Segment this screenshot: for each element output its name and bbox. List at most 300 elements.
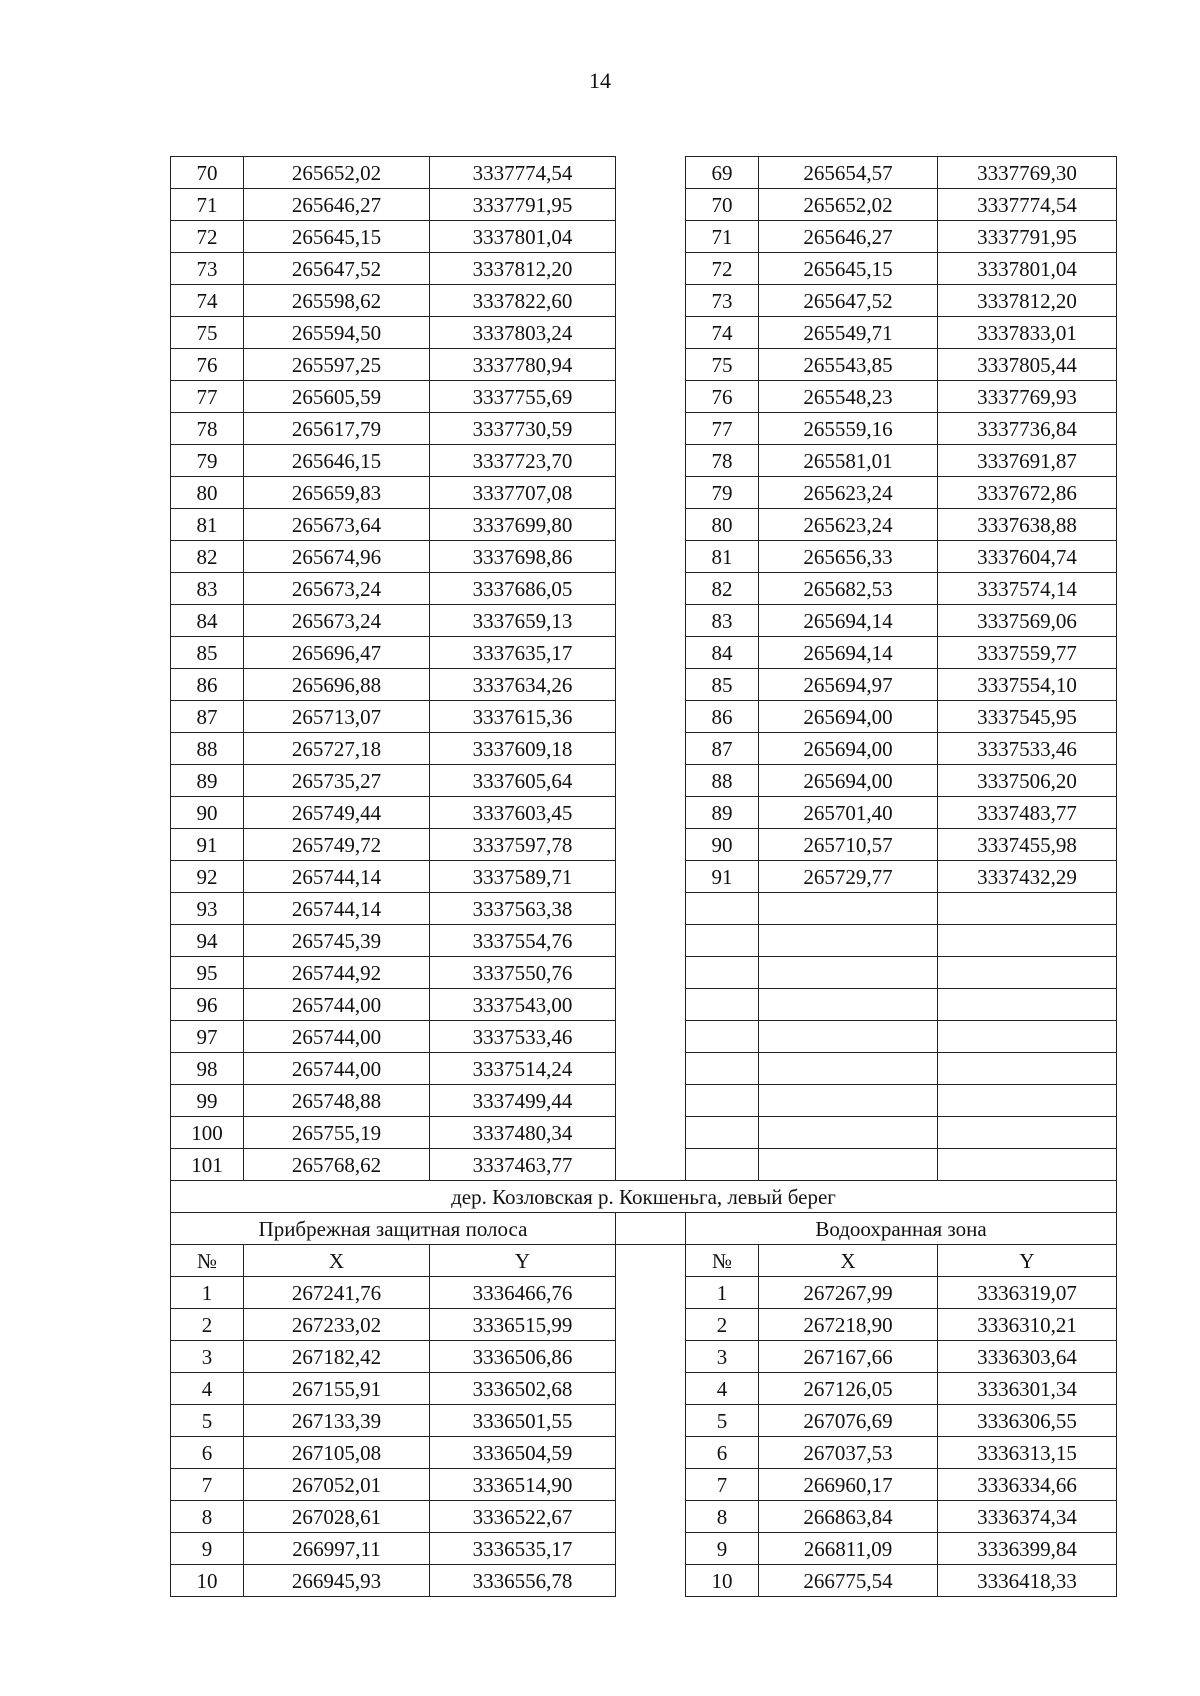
left-y-coordinate: 3337563,38: [430, 893, 616, 925]
table-gap: [616, 317, 686, 349]
right-x-header: X: [759, 1245, 938, 1277]
left-y-coordinate: 3336466,76: [430, 1277, 616, 1309]
left-y-coordinate: 3337615,36: [430, 701, 616, 733]
table-row: [171, 285, 1117, 317]
table-row: [171, 445, 1117, 477]
table-row: [171, 477, 1117, 509]
right-y-coordinate: 3337769,30: [938, 157, 1117, 189]
table-gap: [616, 733, 686, 765]
left-x-coordinate: 265598,62: [244, 285, 430, 317]
left-x-coordinate: 265749,44: [244, 797, 430, 829]
left-x-coordinate: 265659,83: [244, 477, 430, 509]
left-x-coordinate: 265645,15: [244, 221, 430, 253]
page-number: 14: [589, 68, 611, 93]
table-gap: [616, 861, 686, 893]
right-x-coordinate: 265694,14: [759, 637, 938, 669]
left-x-coordinate: 265652,02: [244, 157, 430, 189]
right-x-coordinate: 265694,14: [759, 605, 938, 637]
right-point-number: 73: [686, 285, 759, 317]
right-point-number: 74: [686, 317, 759, 349]
table-gap: [616, 765, 686, 797]
right-y-coordinate: 3337604,74: [938, 541, 1117, 573]
left-y-coordinate: 3337822,60: [430, 285, 616, 317]
table-row: [171, 733, 1117, 765]
left-y-coordinate: 3336501,55: [430, 1405, 616, 1437]
right-point-number: 82: [686, 573, 759, 605]
right-y-coordinate: 3336313,15: [938, 1437, 1117, 1469]
table-row: [171, 605, 1117, 637]
left-point-number: 82: [171, 541, 244, 573]
left-point-number: 71: [171, 189, 244, 221]
table-gap: [616, 1213, 686, 1245]
right-point-number: 86: [686, 701, 759, 733]
table-gap: [616, 1277, 686, 1309]
left-x-coordinate: 265646,27: [244, 189, 430, 221]
right-y-coordinate: 3337483,77: [938, 797, 1117, 829]
table-row: [171, 765, 1117, 797]
right-y-coordinate: [938, 989, 1117, 1021]
right-num-header: №: [686, 1245, 759, 1277]
left-point-number: 92: [171, 861, 244, 893]
right-x-coordinate: 267167,66: [759, 1341, 938, 1373]
table-row: [171, 957, 1117, 989]
right-point-number: [686, 893, 759, 925]
left-y-coordinate: 3337635,17: [430, 637, 616, 669]
table-row: [171, 861, 1117, 893]
right-point-number: 84: [686, 637, 759, 669]
left-x-coordinate: 266945,93: [244, 1565, 430, 1597]
table-gap: [616, 1501, 686, 1533]
table-gap: [616, 1469, 686, 1501]
right-y-coordinate: [938, 1085, 1117, 1117]
table-gap: [616, 1053, 686, 1085]
table-gap: [616, 1149, 686, 1181]
right-x-coordinate: 267076,69: [759, 1405, 938, 1437]
table-gap: [616, 925, 686, 957]
right-point-number: 70: [686, 189, 759, 221]
table-gap: [616, 605, 686, 637]
left-x-coordinate: 265727,18: [244, 733, 430, 765]
right-point-number: 89: [686, 797, 759, 829]
left-y-coordinate: 3337730,59: [430, 413, 616, 445]
left-point-number: 89: [171, 765, 244, 797]
left-num-header: №: [171, 1245, 244, 1277]
table-gap: [616, 221, 686, 253]
table-gap: [616, 189, 686, 221]
right-point-number: [686, 925, 759, 957]
table-row: [171, 637, 1117, 669]
right-x-coordinate: 265645,15: [759, 253, 938, 285]
section-title: дер. Козловская р. Кокшеньга, левый берег: [171, 1181, 1117, 1213]
table-gap: [616, 541, 686, 573]
table-gap: [616, 445, 686, 477]
left-point-number: 96: [171, 989, 244, 1021]
right-y-coordinate: 3337638,88: [938, 509, 1117, 541]
right-y-coordinate: 3337533,46: [938, 733, 1117, 765]
right-point-number: 6: [686, 1437, 759, 1469]
right-point-number: 72: [686, 253, 759, 285]
right-x-coordinate: 265623,24: [759, 509, 938, 541]
left-y-coordinate: 3337659,13: [430, 605, 616, 637]
right-y-coordinate: 3337812,20: [938, 285, 1117, 317]
left-point-number: 72: [171, 221, 244, 253]
right-x-coordinate: 265694,00: [759, 765, 938, 797]
right-x-coordinate: 265548,23: [759, 381, 938, 413]
right-x-coordinate: 265647,52: [759, 285, 938, 317]
right-point-number: 80: [686, 509, 759, 541]
left-x-coordinate: 267155,91: [244, 1373, 430, 1405]
right-y-coordinate: 3336418,33: [938, 1565, 1117, 1597]
left-x-coordinate: 267105,08: [244, 1437, 430, 1469]
right-x-coordinate: 265543,85: [759, 349, 938, 381]
right-y-header: Y: [938, 1245, 1117, 1277]
right-y-coordinate: [938, 893, 1117, 925]
right-y-coordinate: 3337805,44: [938, 349, 1117, 381]
right-point-number: 79: [686, 477, 759, 509]
left-y-coordinate: 3337686,05: [430, 573, 616, 605]
left-x-coordinate: 265673,24: [244, 573, 430, 605]
table-gap: [616, 573, 686, 605]
right-x-coordinate: [759, 1021, 938, 1053]
table-row: [171, 893, 1117, 925]
table-row: [171, 797, 1117, 829]
right-point-number: 10: [686, 1565, 759, 1597]
left-point-number: 95: [171, 957, 244, 989]
right-y-coordinate: 3337691,87: [938, 445, 1117, 477]
right-y-coordinate: 3337545,95: [938, 701, 1117, 733]
right-point-number: 2: [686, 1309, 759, 1341]
right-x-coordinate: 267126,05: [759, 1373, 938, 1405]
right-point-number: 3: [686, 1341, 759, 1373]
left-point-number: 75: [171, 317, 244, 349]
table-row: [171, 253, 1117, 285]
table-row: [171, 1085, 1117, 1117]
left-x-coordinate: 265768,62: [244, 1149, 430, 1181]
left-point-number: 84: [171, 605, 244, 637]
left-x-coordinate: 267241,76: [244, 1277, 430, 1309]
left-x-coordinate: 267133,39: [244, 1405, 430, 1437]
table-row: [171, 157, 1117, 189]
left-point-number: 3: [171, 1341, 244, 1373]
right-y-coordinate: 3337432,29: [938, 861, 1117, 893]
right-x-coordinate: 265694,00: [759, 701, 938, 733]
table-gap: [616, 349, 686, 381]
table-gap: [616, 1309, 686, 1341]
right-x-coordinate: [759, 925, 938, 957]
table-gap: [616, 1245, 686, 1277]
left-x-coordinate: 265744,14: [244, 893, 430, 925]
left-y-coordinate: 3336515,99: [430, 1309, 616, 1341]
table-row: [171, 989, 1117, 1021]
left-y-coordinate: 3336514,90: [430, 1469, 616, 1501]
right-y-coordinate: 3337559,77: [938, 637, 1117, 669]
table-gap: [616, 957, 686, 989]
right-y-coordinate: 3337774,54: [938, 189, 1117, 221]
table-row: [171, 1565, 1117, 1597]
left-x-header: X: [244, 1245, 430, 1277]
left-y-coordinate: 3337723,70: [430, 445, 616, 477]
left-y-coordinate: 3337812,20: [430, 253, 616, 285]
left-point-number: 77: [171, 381, 244, 413]
right-point-number: 7: [686, 1469, 759, 1501]
table-gap: [616, 1021, 686, 1053]
right-x-coordinate: 266960,17: [759, 1469, 938, 1501]
table-gap: [616, 157, 686, 189]
left-y-coordinate: 3337634,26: [430, 669, 616, 701]
left-point-number: 100: [171, 1117, 244, 1149]
right-y-coordinate: 3336303,64: [938, 1341, 1117, 1373]
table-row: [171, 829, 1117, 861]
left-point-number: 94: [171, 925, 244, 957]
left-point-number: 81: [171, 509, 244, 541]
right-y-coordinate: 3337672,86: [938, 477, 1117, 509]
table-row: [171, 189, 1117, 221]
right-y-coordinate: 3337569,06: [938, 605, 1117, 637]
table-gap: [616, 989, 686, 1021]
right-x-coordinate: 265710,57: [759, 829, 938, 861]
left-point-number: 87: [171, 701, 244, 733]
left-point-number: 70: [171, 157, 244, 189]
right-y-coordinate: 3336334,66: [938, 1469, 1117, 1501]
right-point-number: 88: [686, 765, 759, 797]
left-y-coordinate: 3336522,67: [430, 1501, 616, 1533]
right-point-number: 76: [686, 381, 759, 413]
left-y-coordinate: 3336506,86: [430, 1341, 616, 1373]
left-y-coordinate: 3337803,24: [430, 317, 616, 349]
table-row: [171, 221, 1117, 253]
left-y-coordinate: 3337698,86: [430, 541, 616, 573]
right-y-coordinate: 3337801,04: [938, 253, 1117, 285]
table-gap: [616, 381, 686, 413]
table-row: [171, 701, 1117, 733]
right-y-coordinate: [938, 957, 1117, 989]
table-gap: [616, 1437, 686, 1469]
right-x-coordinate: 265549,71: [759, 317, 938, 349]
table-row: [171, 1437, 1117, 1469]
table-gap: [616, 1565, 686, 1597]
table-gap: [616, 893, 686, 925]
left-y-coordinate: 3337774,54: [430, 157, 616, 189]
left-x-coordinate: 265744,00: [244, 989, 430, 1021]
table-gap: [616, 669, 686, 701]
table-row: [171, 573, 1117, 605]
right-point-number: [686, 1085, 759, 1117]
right-x-coordinate: 267218,90: [759, 1309, 938, 1341]
right-y-coordinate: 3337455,98: [938, 829, 1117, 861]
left-x-coordinate: 267052,01: [244, 1469, 430, 1501]
table-row: [171, 349, 1117, 381]
right-x-coordinate: [759, 957, 938, 989]
right-x-coordinate: [759, 1053, 938, 1085]
table-row: [171, 1373, 1117, 1405]
right-x-coordinate: [759, 1117, 938, 1149]
right-y-coordinate: [938, 1053, 1117, 1085]
left-x-coordinate: 265647,52: [244, 253, 430, 285]
right-x-coordinate: 265581,01: [759, 445, 938, 477]
right-y-coordinate: 3337554,10: [938, 669, 1117, 701]
right-x-coordinate: 265656,33: [759, 541, 938, 573]
left-x-coordinate: 267028,61: [244, 1501, 430, 1533]
right-y-coordinate: 3337769,93: [938, 381, 1117, 413]
left-y-coordinate: 3337589,71: [430, 861, 616, 893]
left-x-coordinate: 266997,11: [244, 1533, 430, 1565]
left-table-title: Прибрежная защитная полоса: [171, 1213, 616, 1245]
left-x-coordinate: 265748,88: [244, 1085, 430, 1117]
top-coordinates-body: [171, 157, 1117, 1181]
left-point-number: 6: [171, 1437, 244, 1469]
right-y-coordinate: 3336301,34: [938, 1373, 1117, 1405]
left-x-coordinate: 265674,96: [244, 541, 430, 573]
left-point-number: 74: [171, 285, 244, 317]
right-y-coordinate: [938, 1117, 1117, 1149]
left-point-number: 5: [171, 1405, 244, 1437]
left-x-coordinate: 265713,07: [244, 701, 430, 733]
left-point-number: 90: [171, 797, 244, 829]
right-y-coordinate: 3337574,14: [938, 573, 1117, 605]
right-point-number: 78: [686, 445, 759, 477]
left-x-coordinate: 265755,19: [244, 1117, 430, 1149]
left-y-coordinate: 3336556,78: [430, 1565, 616, 1597]
right-point-number: 4: [686, 1373, 759, 1405]
right-x-coordinate: 267037,53: [759, 1437, 938, 1469]
right-y-coordinate: 3337791,95: [938, 221, 1117, 253]
right-point-number: 8: [686, 1501, 759, 1533]
right-x-coordinate: 265701,40: [759, 797, 938, 829]
left-x-coordinate: 265646,15: [244, 445, 430, 477]
table-gap: [616, 253, 686, 285]
left-point-number: 9: [171, 1533, 244, 1565]
left-point-number: 4: [171, 1373, 244, 1405]
table-row: [171, 925, 1117, 957]
left-x-coordinate: 267233,02: [244, 1309, 430, 1341]
right-point-number: 71: [686, 221, 759, 253]
table-gap: [616, 637, 686, 669]
left-point-number: 73: [171, 253, 244, 285]
table-gap: [616, 285, 686, 317]
left-y-coordinate: 3337603,45: [430, 797, 616, 829]
left-y-coordinate: 3337801,04: [430, 221, 616, 253]
left-point-number: 83: [171, 573, 244, 605]
left-y-coordinate: 3337463,77: [430, 1149, 616, 1181]
right-x-coordinate: 266775,54: [759, 1565, 938, 1597]
table-row: [171, 1117, 1117, 1149]
table-gap: [616, 1117, 686, 1149]
right-x-coordinate: 265694,00: [759, 733, 938, 765]
right-y-coordinate: 3337506,20: [938, 765, 1117, 797]
table-row: [171, 1469, 1117, 1501]
table-row: [171, 1277, 1117, 1309]
right-point-number: [686, 1117, 759, 1149]
left-x-coordinate: 265744,92: [244, 957, 430, 989]
left-y-coordinate: 3337699,80: [430, 509, 616, 541]
left-x-coordinate: 265605,59: [244, 381, 430, 413]
table-gap: [616, 1341, 686, 1373]
right-x-coordinate: 265652,02: [759, 189, 938, 221]
right-point-number: 81: [686, 541, 759, 573]
left-point-number: 7: [171, 1469, 244, 1501]
left-point-number: 101: [171, 1149, 244, 1181]
right-y-coordinate: [938, 1021, 1117, 1053]
table-row: [171, 1501, 1117, 1533]
table-gap: [616, 1085, 686, 1117]
right-x-coordinate: 265694,97: [759, 669, 938, 701]
table-row: [171, 317, 1117, 349]
table-row: [171, 1405, 1117, 1437]
right-point-number: 9: [686, 1533, 759, 1565]
table-row: [171, 413, 1117, 445]
right-point-number: [686, 1021, 759, 1053]
right-y-coordinate: [938, 1149, 1117, 1181]
left-point-number: 93: [171, 893, 244, 925]
table-row: [171, 1341, 1117, 1373]
left-y-coordinate: 3337480,34: [430, 1117, 616, 1149]
right-x-coordinate: 266811,09: [759, 1533, 938, 1565]
left-x-coordinate: 265673,64: [244, 509, 430, 541]
table-row: [171, 509, 1117, 541]
right-x-coordinate: 265729,77: [759, 861, 938, 893]
left-point-number: 78: [171, 413, 244, 445]
right-y-coordinate: 3336399,84: [938, 1533, 1117, 1565]
table-row: [171, 1309, 1117, 1341]
right-point-number: 91: [686, 861, 759, 893]
left-point-number: 99: [171, 1085, 244, 1117]
left-x-coordinate: 265745,39: [244, 925, 430, 957]
left-y-coordinate: 3337533,46: [430, 1021, 616, 1053]
right-point-number: 75: [686, 349, 759, 381]
table-gap: [616, 797, 686, 829]
right-point-number: 77: [686, 413, 759, 445]
left-y-coordinate: 3337550,76: [430, 957, 616, 989]
right-point-number: [686, 957, 759, 989]
left-point-number: 85: [171, 637, 244, 669]
left-y-coordinate: 3337597,78: [430, 829, 616, 861]
left-y-coordinate: 3337780,94: [430, 349, 616, 381]
left-point-number: 80: [171, 477, 244, 509]
left-point-number: 98: [171, 1053, 244, 1085]
right-point-number: 83: [686, 605, 759, 637]
right-x-coordinate: 266863,84: [759, 1501, 938, 1533]
section-header: [171, 1181, 1117, 1277]
left-x-coordinate: 265696,88: [244, 669, 430, 701]
table-gap: [616, 477, 686, 509]
left-y-header: Y: [430, 1245, 616, 1277]
coordinates-table: [170, 156, 1117, 1597]
left-x-coordinate: 265749,72: [244, 829, 430, 861]
left-y-coordinate: 3337499,44: [430, 1085, 616, 1117]
right-y-coordinate: 3336306,55: [938, 1405, 1117, 1437]
right-point-number: 90: [686, 829, 759, 861]
left-x-coordinate: 265617,79: [244, 413, 430, 445]
table-gap: [616, 829, 686, 861]
right-point-number: 87: [686, 733, 759, 765]
left-point-number: 88: [171, 733, 244, 765]
table-row: [171, 1149, 1117, 1181]
left-y-coordinate: 3337707,08: [430, 477, 616, 509]
right-point-number: 85: [686, 669, 759, 701]
bottom-coordinates-body: [171, 1277, 1117, 1597]
left-x-coordinate: 265744,14: [244, 861, 430, 893]
right-point-number: 69: [686, 157, 759, 189]
right-x-coordinate: 265559,16: [759, 413, 938, 445]
right-x-coordinate: 265646,27: [759, 221, 938, 253]
left-y-coordinate: 3337609,18: [430, 733, 616, 765]
table-gap: [616, 413, 686, 445]
left-x-coordinate: 265744,00: [244, 1053, 430, 1085]
right-point-number: [686, 1149, 759, 1181]
left-point-number: 97: [171, 1021, 244, 1053]
right-x-coordinate: 265654,57: [759, 157, 938, 189]
right-x-coordinate: [759, 893, 938, 925]
